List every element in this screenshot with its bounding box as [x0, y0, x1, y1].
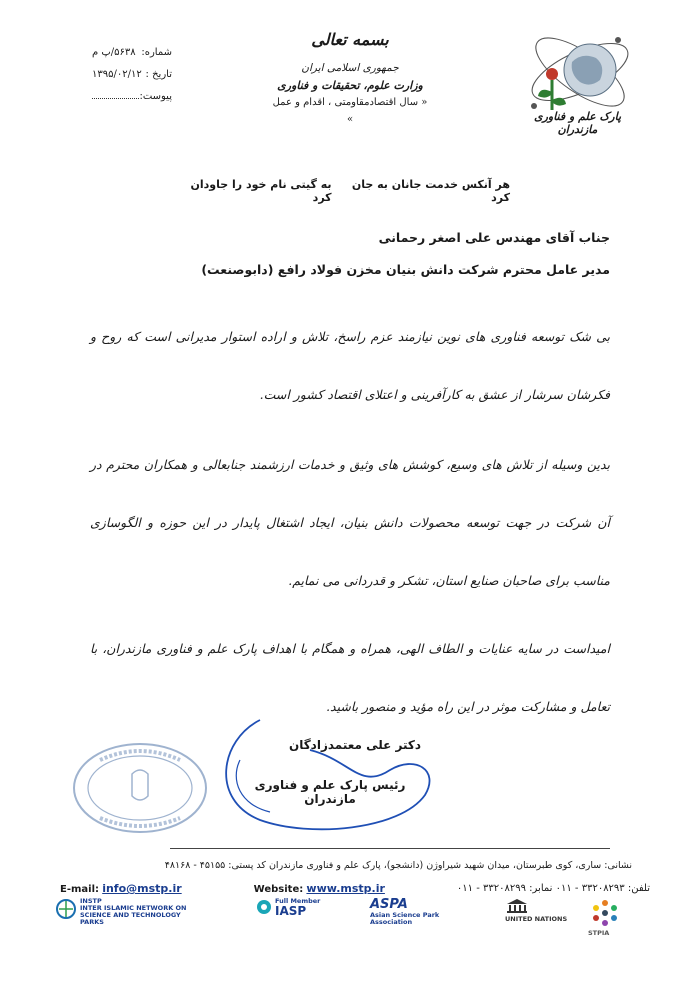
aspa-text: Asian Science Park Association	[370, 911, 440, 926]
date-value: ۱۳۹۵/۰۲/۱۲	[92, 69, 142, 80]
ministry-line2: وزارت علوم، تحقیقات و فناوری	[277, 79, 423, 92]
iasp-title: IASP	[275, 904, 307, 918]
website-link[interactable]: www.mstp.ir	[306, 882, 385, 895]
signatory-title: رئیس پارک علم و فناوری مازندران	[254, 778, 406, 806]
signatory-name: دکتر علی معتمدزادگان	[288, 738, 422, 752]
phone-fax: تلفن: ۳۳۲۰۸۲۹۳ - ۰۱۱ نمابر: ۳۳۲۰۸۲۹۹ - ۰۱۱	[456, 883, 650, 894]
instp-logo	[55, 898, 205, 926]
stpia-dots-icon	[588, 898, 622, 928]
unesco-text: UNITED NATIONS	[505, 915, 568, 923]
email-block	[60, 882, 182, 895]
letter-meta	[92, 42, 172, 108]
instp-globe-icon	[55, 898, 77, 920]
body-paragraph-3: امیداست در سایه عنایات و الطاف الهی، همراه و همگام با اهداف پارک علم و فناوری مازندران، با تعامل و مشارکت موثر در این راه مؤید و منصور باشید.	[90, 641, 610, 714]
addressee-title: مدیر عامل محترم شرکت دانش بنیان مخزن فولاد رافع (دابوصنعت)	[201, 262, 610, 277]
iasp-logo	[255, 898, 325, 918]
poem-left: به گیتی نام خود را جاودان کرد	[190, 178, 332, 204]
instp-text: INTER ISLAMIC NETWORK ON SCIENCE AND TECHNOLOGY PARKS	[80, 904, 187, 926]
ministry-line1: جمهوری اسلامی ایران	[301, 62, 399, 74]
poem	[170, 178, 510, 204]
body-paragraph-2: بدین وسیله از تلاش های وسیع، کوشش های وثیق و خدمات ارزشمند جنابعالی و همکاران محترم در آن شرکت در جهت توسعه محصولات دانش بنیان، ایجاد اشتغال پایدار در این حوزه و الگوسازی مناسب برای صاحبان صنایع استان، تشکر و قدردانی می نمایم.	[90, 457, 610, 588]
website-label: Website:	[253, 884, 304, 895]
number-row	[92, 42, 172, 64]
unesco-temple-icon	[505, 898, 529, 914]
attachment-dots	[92, 86, 139, 99]
body-paragraph-1: بی شک توسعه فناوری های نوین نیازمند عزم راسخ، تلاش و اراده استوار مدیرانی است که روح و فکرشان سرشار از عشق به کارآفرینی و اعتلای اقتصاد کشور است.	[90, 329, 610, 402]
stpia-logo	[588, 898, 638, 937]
addressee-name: جناب آقای مهندس علی اصغر رحمانی	[378, 230, 610, 245]
aspa-title: ASPA	[370, 897, 408, 912]
aspa-logo	[370, 898, 460, 926]
iasp-icon	[255, 898, 273, 916]
instp-title: INSTP	[80, 897, 102, 905]
date-label: تاریخ :	[145, 69, 172, 80]
bismillah: بسمه تعالی	[311, 30, 389, 49]
official-stamp-icon	[70, 738, 210, 838]
number-value: ۵۶۳۸/پ م	[92, 47, 136, 58]
park-name: پارک علم و فناوری مازندران	[533, 110, 622, 136]
stpia-text: STPIA	[588, 929, 610, 937]
ministry-block	[270, 60, 430, 128]
partner-logos	[50, 898, 640, 938]
footer-contact	[60, 882, 650, 895]
footer-divider	[170, 848, 610, 849]
iasp-badge: Full Member	[275, 897, 321, 905]
email-link[interactable]: info@mstp.ir	[102, 882, 182, 895]
unesco-logo	[505, 898, 575, 923]
attachment-row	[92, 86, 172, 108]
website-block	[254, 882, 385, 895]
signature-scribble-icon	[200, 700, 440, 840]
email-label: E-mail:	[60, 884, 100, 895]
slogan: « سال اقتصادمقاومتی ، اقدام و عمل »	[272, 97, 428, 125]
footer-address: نشانی: ساری، کوی طبرستان، میدان شهید شیراوژن (دانشجو)، پارک علم و فناوری مازندران کد پستی: ۴۵۱۵۵ - ۴۸۱۶۸	[164, 860, 632, 871]
number-label: شماره:	[141, 47, 172, 58]
poem-right: هر آنکس خدمت جانان به جان کرد	[351, 178, 510, 204]
attachment-label: پیوست:	[139, 91, 172, 102]
date-row	[92, 64, 172, 86]
